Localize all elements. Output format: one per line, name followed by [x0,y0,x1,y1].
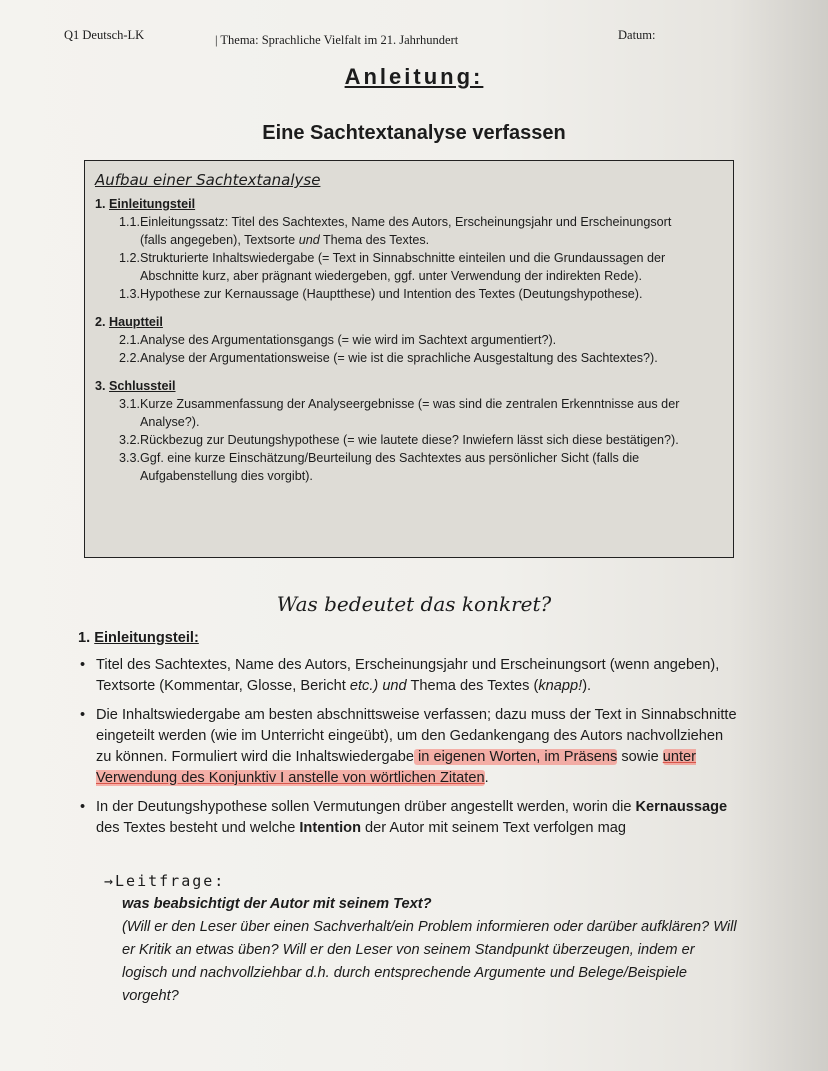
box-section-conclusion [91,377,721,485]
structure-box-heading: Aufbau einer Sachtextanalyse [95,171,321,189]
main-section [78,628,738,847]
box-item: 3.2.Rückbezug zur Deutungshypothese (= wie lautete diese? Inwiefern lässt sich diese bestätigen?). [119,433,679,447]
guiding-question-explanation: (Will er den Leser über einen Sachverhalt/ein Problem informieren oder darüber aufklären? Will er Kritik an etwas üben? Will er den Leser von seinem Standpunkt überzeugen, indem er logisch und nachvollziehbar d.h. durch entsprechende Argumente und Belege/Beispiele vorgeht? [122,919,737,1004]
highlight-marker: in eigenen Worten, im Präsens [413,749,618,765]
bullet-list [78,655,738,839]
page-subtitle: Eine Sachtextanalyse verfassen [262,122,566,144]
box-item: 3.1.Kurze Zusammenfassung der Analyseergebnisse (= was sind die zentralen Erkenntnisse aus der Analyse?). [119,397,680,429]
guiding-question: was beabsichtigt der Autor mit seinem Text? [122,896,432,912]
guiding-question-block [104,870,744,1008]
concrete-heading: Was bedeutet das konkret? [276,592,552,616]
box-section-introduction [91,195,721,303]
box-item: 2.1.Analyse des Argumentationsgangs (= wie wird im Sachtext argumentiert?). [119,333,557,347]
box-item: 3.3.Ggf. eine kurze Einschätzung/Beurteilung des Sachtextes aus persönlicher Sicht (falls die Aufgabenstellung dies vorgibt). [119,451,640,483]
header-course: Q1 Deutsch-LK [64,28,145,42]
main-section-heading: 1. Einleitungsteil: [78,630,199,646]
bullet-item: • Die Inhaltswiedergabe am besten abschnittsweise verfassen; dazu muss der Text in Sinnabschnitte eingeteilt werden (wie im Unterricht eingeübt), um den Gedankengang des Autors nachvollziehen zu können. Formuliert wird die Inhaltswiedergabe in eigenen Worten, im Präsens sowie unter Verwendung des Konjunktiv I anstelle von wörtlichen Zitaten. [78,705,738,789]
structure-box [84,160,734,558]
bullet-item: • Titel des Sachtextes, Name des Autors, Erscheinungsjahr und Erscheinungsort (wenn angeben), Textsorte (Kommentar, Glosse, Bericht etc.) und Thema des Textes (knapp!). [78,655,738,697]
box-section-title: 1. Einleitungsteil [95,197,196,211]
box-item: 1.3.Hypothese zur Kernaussage (Hauptthese) und Intention des Textes (Deutungshypothese). [119,287,643,301]
header-topic: | Thema: Sprachliche Vielfalt im 21. Jahrhundert [215,33,459,47]
highlight-marker: unter Verwendung des Konjunktiv I anstelle von wörtlichen Zitaten [96,749,697,786]
page-title: Anleitung: [344,64,484,89]
box-section-title: 2. Hauptteil [95,315,163,329]
box-section-title: 3. Schlussteil [95,379,176,393]
box-item: 1.2.Strukturierte Inhaltswiedergabe (= Text in Sinnabschnitte einteilen und die Grundaussagen der Abschnitte kurz, aber prägnant wiedergeben, ggf. unter Verwendung der indirekten Rede). [119,251,666,283]
header-date-label: Datum: [618,28,656,42]
box-item: 2.2.Analyse der Argumentationsweise (= wie ist die sprachliche Ausgestaltung des Sachtextes?). [119,351,658,365]
bullet-item: • In der Deutungshypothese sollen Vermutungen drüber angestellt werden, worin die Kernaussage des Textes besteht und welche Intention der Autor mit seinem Text verfolgen mag [78,797,738,839]
box-section-main-part [91,313,721,367]
guiding-question-label: →Leitfrage: [104,872,226,890]
box-item: 1.1.Einleitungssatz: Titel des Sachtextes, Name des Autors, Erscheinungsjahr und Erscheinungsort (falls angegeben), Textsorte und Thema des Textes. [119,215,672,247]
